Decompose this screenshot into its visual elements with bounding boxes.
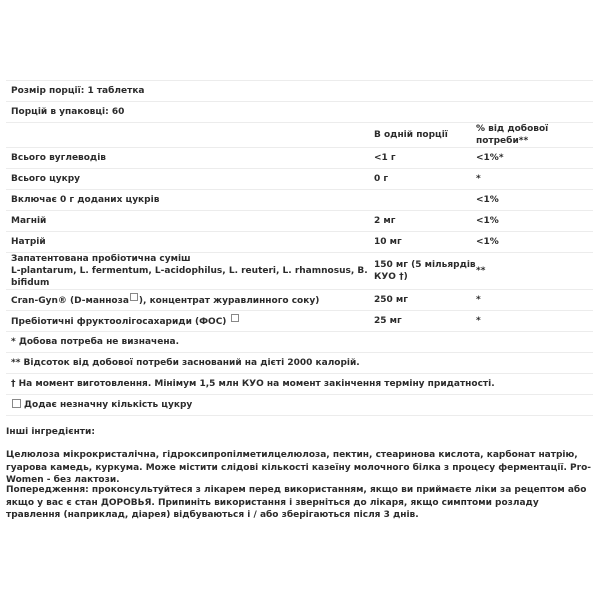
servings-per-container: Порцій в упаковці: 60 <box>11 107 125 117</box>
table-row <box>6 148 593 169</box>
nutrient-name-block <box>6 293 374 307</box>
nutrient-dv: <1%* <box>476 153 504 163</box>
footnote-row <box>6 353 593 374</box>
table-row <box>6 169 593 190</box>
nutrient-name: Натрій <box>11 237 46 247</box>
nutrient-dv: <1% <box>476 237 499 247</box>
supplement-facts-table <box>6 80 593 416</box>
nutrient-amount: <1 г <box>374 153 396 163</box>
footnote: * Добова потреба не визначена. <box>11 337 180 347</box>
nutrient-dv: * <box>476 174 481 184</box>
servings-per-container-row <box>6 102 593 123</box>
nutrient-name-block <box>6 314 374 328</box>
nutrient-name: Всього цукру <box>11 174 81 184</box>
table-row <box>6 190 593 211</box>
nutrient-amount: 0 г <box>374 174 389 184</box>
serving-size: Розмір порції: 1 таблетка <box>11 86 145 96</box>
nutrient-subname: L-plantarum, L. fermentum, L-acidophilus, L. reuteri, L. rhamnosus, B. bifidum <box>11 266 368 288</box>
nutrient-name: Пребіотичні фруктоолігосахариди (ФОС) <box>11 317 227 327</box>
nutrient-name: Запатентована пробіотична суміш <box>11 254 191 264</box>
other-ingredients-title: Інші інгредієнти: <box>6 427 95 437</box>
nutrient-name: Всього вуглеводів <box>11 153 106 163</box>
nutrient-name-block <box>6 253 374 289</box>
nutrient-name-part-b: ), концентрат журавлинного соку) <box>138 296 320 306</box>
header-daily-value: % від добової потреби** <box>476 124 549 146</box>
placeholder-square-icon <box>231 314 239 322</box>
table-row <box>6 290 593 311</box>
table-header-row <box>6 123 593 148</box>
warning-text: Попередження: проконсультуйтеся з лікарем перед використанням, якщо ви приймаєте ліки за рецептом або якщо у вас є стан ДОРОВЬЯ. Припиніть використання і зверніться до лікаря, якщо симптоми розладу травлення (наприклад, діарея) відбуваються і / або зберігаються після 3 днів. <box>6 485 587 520</box>
placeholder-square-icon <box>130 293 138 301</box>
footnote: † На момент виготовлення. Мінімум 1,5 млн КУО на момент закінчення терміну придатності. <box>11 379 495 389</box>
footnote-row <box>6 374 593 395</box>
other-ingredients-text: Целюлоза мікрокристалічна, гідроксипропілметилцелюлоза, пектин, стеаринова кислота, карбонат натрію, гуарова камедь, куркума. Може містити слідові кількості казеїну молочного білка з процесу ферментації. Pro-Women - без лактози. <box>6 450 592 485</box>
nutrient-amount: 25 мг <box>374 316 402 326</box>
nutrient-name-part-a: Cran-Gyn® (D-манноза <box>11 296 129 306</box>
nutrient-name: Включає 0 г доданих цукрів <box>11 195 160 205</box>
nutrient-amount: 10 мг <box>374 237 402 247</box>
nutrient-amount: 150 мг (5 мільярдів КУО †) <box>374 260 476 282</box>
nutrient-name: Магній <box>11 216 47 226</box>
nutrient-amount: 2 мг <box>374 216 396 226</box>
footnote-row <box>6 332 593 353</box>
table-row <box>6 211 593 232</box>
header-amount: В одній порції <box>374 130 448 140</box>
footnote-block <box>6 399 192 411</box>
placeholder-square-icon <box>12 399 21 408</box>
nutrient-dv: * <box>476 316 481 326</box>
nutrient-dv: <1% <box>476 216 499 226</box>
nutrient-dv: * <box>476 295 481 305</box>
serving-size-row <box>6 81 593 102</box>
table-row <box>6 311 593 332</box>
footnote-row <box>6 395 593 416</box>
nutrient-dv: <1% <box>476 195 499 205</box>
table-row <box>6 232 593 253</box>
footnote: Додає незначну кількість цукру <box>24 400 193 410</box>
table-row <box>6 253 593 290</box>
nutrient-amount: 250 мг <box>374 295 408 305</box>
footnote: ** Відсоток від добової потреби заснований на дієті 2000 калорій. <box>11 358 360 368</box>
nutrient-dv: ** <box>476 266 486 276</box>
